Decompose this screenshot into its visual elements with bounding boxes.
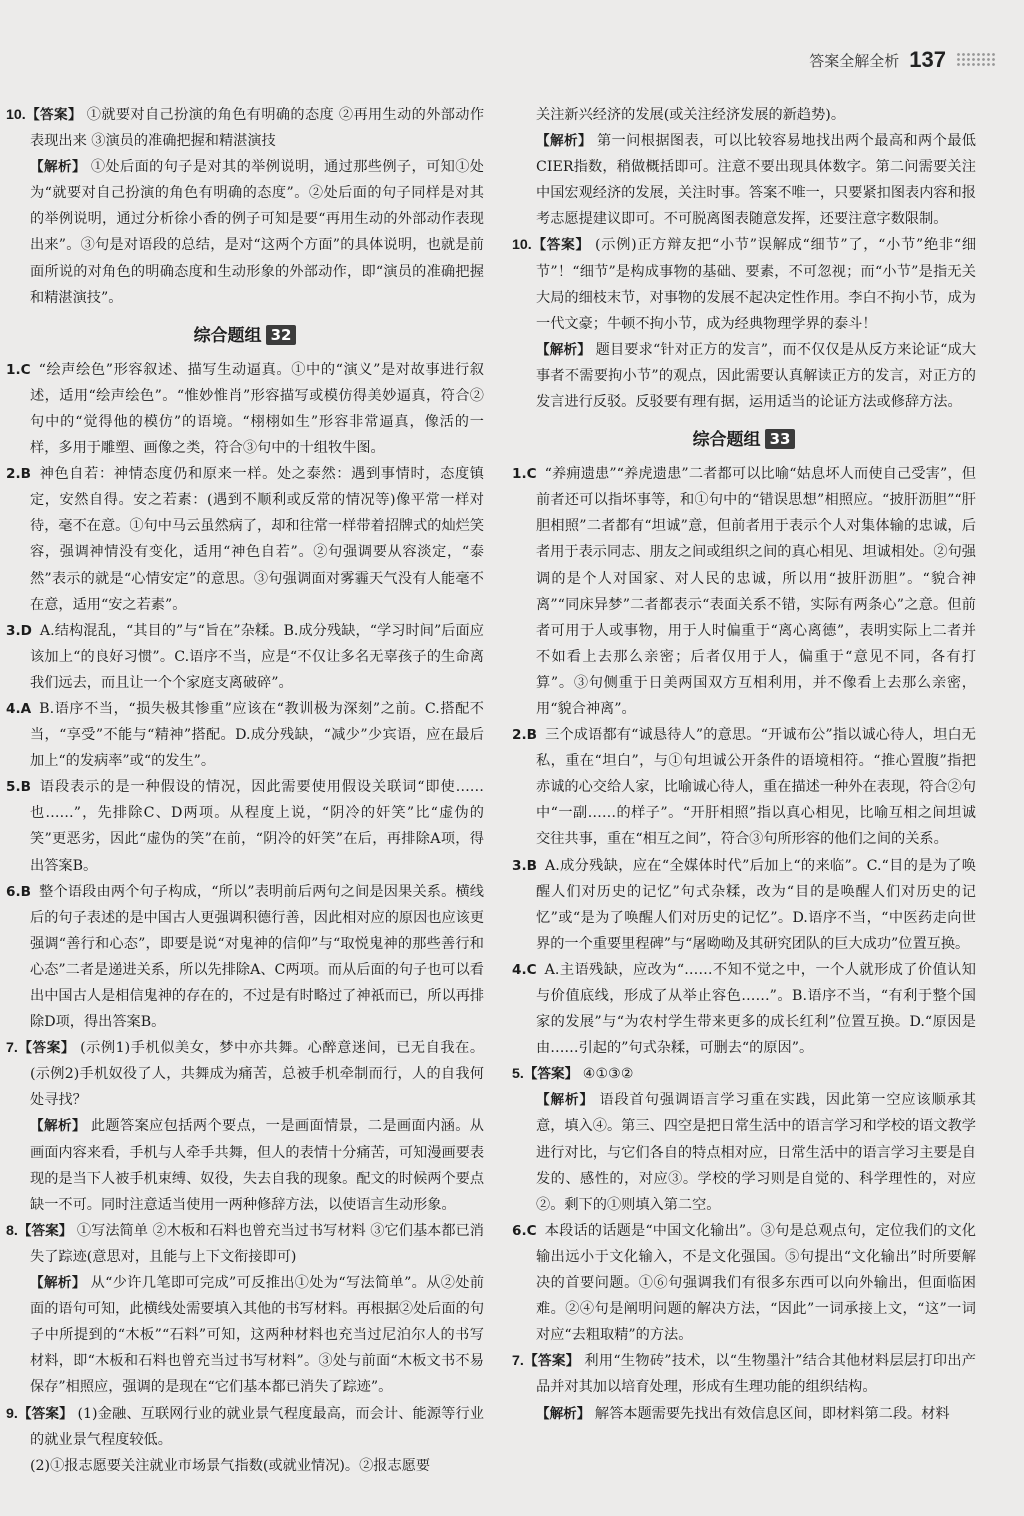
section-title: 综合题组 — [692, 430, 761, 451]
answer-item — [6, 696, 484, 774]
analysis-text: 第一问根据图表，可以比较容易地找出两个最高和两个最低CIER指数，稍做概括即可。注意不要出现具体数字。第二问需要关注中国宏观经济的发展，关注时事。答案不唯一，只要紧扣图表内容和报考志愿提建议即可。不可脱离图表随意发挥，还要注意字数限制。 — [536, 133, 976, 228]
item-number: 8. — [6, 1222, 18, 1239]
analysis-text: 此题答案应包括两个要点，一是画面情景，二是画面内涵。从画面内容来看，手机与人牵手共舞，但人的表情十分痛苦，可知漫画要表现的是当下人被手机束缚、奴役，失去自我的现象。配文的时候两个要点缺一不可。同时注意适当使用一两种修辞方法，以使语言生动形象。 — [30, 1118, 485, 1213]
item-text: 整个语段由两个句子构成，“所以”表明前后两句之间是因果关系。横线后的句子表述的是中国古人更强调积德行善，因此相对应的原因也应该更强调“善行和心态”，即要是说“对鬼神的信仰”与“取悦鬼神的那些善行和心态”二者是递进关系，所以先排除A、C两项。而从后面的句子也可以看出中国古人是相信鬼神的存在的，不过是有时略过了神祇而已，所以再排除D项，得出答案B。 — [30, 883, 485, 1031]
item-lead: 4.A — [6, 700, 32, 717]
item-number: 5. — [512, 1066, 524, 1083]
item-text: “绘声绘色”形容叙述、描写生动逼真。①中的“演义”是对故事进行叙述，适用“绘声绘色”。“惟妙惟肖”形容描写或模仿得美妙逼真，符合②句中的“觉得他的模仿”的语境。“栩栩如生”形容非常逼真，像活的一样，多用于雕塑、画像之类，符合③句中的十组牧牛图。 — [30, 361, 484, 457]
answer-item — [512, 1061, 976, 1087]
item-number: 7. — [6, 1040, 18, 1057]
item-lead: 6.B — [6, 883, 31, 900]
item-text: A.结构混乱，“其目的”与“旨在”杂糅。B.成分残缺，“学习时间”后面应该加上“的良好习惯”。C.语序不当，应是“不仅让多名无辜孩子的生命离我们远去，而且让一个个家庭支离破碎”。 — [30, 622, 484, 691]
analysis-text: ①处后面的句子是对其的举例说明，通过那些例子，可知①处为“就要对自己扮演的角色有明确的态度”。②处后面的句子同样是对其的举例说明，通过分析徐小香的例子可知是要“再用生动的外部动作表现出来”。③句是对语段的总结，是对“这两个方面”的具体说明，也就是前面所说的对角色的明确态度和生动形象的外部动作，即“演员的准确把握和精湛演技”。 — [30, 159, 484, 306]
analysis-item — [512, 337, 976, 415]
header-dot-pattern — [956, 52, 996, 68]
answer-text: (示例1)手机似美女，梦中亦共舞。心醉意迷间，已无自我在。(示例2)手机奴役了人，共舞成为痛苦，总被手机牵制而行，人的自我何处寻找？ — [30, 1040, 485, 1109]
item-lead: 1.C — [6, 361, 31, 378]
analysis-tag: 【解析】 — [30, 1275, 86, 1292]
answer-text: ①写法简单 ②木板和石料也曾充当过书写材料 ③它们基本都已消失了踪迹(意思对，且能与上下文衔接即可) — [30, 1222, 484, 1265]
answer-tag: 【答案】 — [25, 107, 82, 123]
answer-item — [512, 1218, 976, 1348]
item-text: A.成分残缺，应在“全媒体时代”后加上“的来临”。C.“目的是为了唤醒人们对历史的记忆”句式杂糅，改为“目的是唤醒人们对历史的记忆”或“是为了唤醒人们对历史的记忆”。D.语序不当，“中医药走向世界的一个重要里程碑”与“屠呦呦及其研究团队的巨大成功”位置互换。 — [536, 857, 976, 952]
answer-item — [512, 1348, 976, 1400]
answer-item — [6, 1218, 484, 1270]
analysis-tag: 【解析】 — [536, 1092, 595, 1109]
section-heading — [6, 323, 484, 349]
answer-tag: 【答案】 — [17, 1040, 75, 1057]
answer-item — [6, 618, 484, 696]
left-column — [6, 102, 484, 1479]
answer-tag: 【答案】 — [523, 1066, 579, 1083]
item-text: A.主语残缺，应改为“……不知不觉之中，一个人就形成了价值认知与价值底线，形成了从举止容色……”。B.语序不当，“有利于整个国家的发展”与“为农村学生带来更多的成长红利”位置互换。D.“原因是由……引起的”句式杂糅，可删去“的原因”。 — [536, 961, 976, 1057]
item-lead: 1.C — [512, 466, 537, 483]
answer-tag: 【答案】 — [531, 237, 590, 254]
item-lead: 5.B — [6, 779, 31, 796]
analysis-tag: 【解析】 — [536, 133, 593, 150]
item-lead: 2.B — [512, 727, 537, 744]
section-badge: 33 — [765, 429, 796, 449]
item-text: 神色自若：神情态度仍和原来一样。处之泰然：遇到事情时，态度镇定，安然自得。安之若素：(遇到不顺利或反常的情况等)像平常一样对待，毫不在意。①句中马云虽然病了，却和往常一样带着招牌式的灿烂笑容，强调神情没有变化，适用“神色自若”。②句强调要从容淡定，“泰然”表示的就是“心情安定”的意思。③句强调面对雾霾天气没有人能毫不在意，适用“安之若素”。 — [30, 466, 485, 613]
analysis-item — [512, 1401, 976, 1427]
answer-text: ④①③② — [582, 1066, 634, 1083]
item-text: 语段表示的是一种假设的情况，因此需要使用假设关联词“即使……也……”，先排除C、D两项。从程度上说，“阴冷的奸笑”比“虚伪的笑”更恶劣，因此“虚伪的笑”在前，“阴冷的奸笑”在后，再排除A项，得出答案B。 — [30, 779, 484, 874]
analysis-text: 从“少许几笔即可完成”可反推出①处为“写法简单”。从②处前面的语句可知，此横线处需要填入其他的书写材料。再根据②处后面的句子中所提到的“木板”“石料”可知，这两种材料也充当过尼泊尔人的书写材料，即“木板和石料也曾充当过书写材料”。③处与前面“木板文书不易保存”相照应，强调的是现在“它们基本都已消失了踪迹”。 — [30, 1275, 485, 1396]
item-lead: 3.D — [6, 622, 32, 639]
answer-text: (1)金融、互联网行业的就业景气程度最高，而会计、能源等行业的就业景气程度较低。 — [30, 1405, 484, 1448]
analysis-item — [6, 154, 484, 311]
answer-item — [6, 461, 484, 618]
answer-continuation: 关注新兴经济的发展(或关注经济发展的新趋势)。 — [536, 107, 846, 123]
analysis-item — [6, 1270, 484, 1400]
right-column — [512, 102, 976, 1427]
section-title: 综合题组 — [193, 325, 262, 346]
item-lead: 6.C — [512, 1222, 537, 1239]
answer-text: ①就要对自己扮演的角色有明确的态度 ②再用生动的外部动作表现出来 ③演员的准确把握和精湛演技 — [30, 107, 485, 150]
answer-tag: 【答案】 — [17, 1222, 73, 1239]
answer-item — [6, 1401, 484, 1453]
item-text: B.语序不当，“损失极其惨重”应该在“教训极为深刻”之前。C.搭配不当，“享受”不能与“精神”搭配。D.成分残缺，“减少”少宾语，应在最后加上“的发病率”或“的发生”。 — [30, 700, 484, 770]
item-number: 7. — [512, 1353, 524, 1370]
item-number: 10. — [512, 237, 532, 254]
answer-item — [6, 1035, 484, 1113]
item-text: 三个成语都有“诚恳待人”的意思。“开诚布公”指以诚心待人，坦白无私，重在“坦白”，与①句坦诚公开条件的语境相符。“推心置腹”指把赤诚的心交给人家，比喻诚心待人，重在描述一种外在表现，符合②句中“一副……的样子”。“开肝相照”指以真心相见，比喻互相之间坦诚交往共事，重在“相互之间”，符合③句所形容的他们之间的关系。 — [536, 727, 976, 848]
item-lead: 3.B — [512, 857, 537, 874]
answer-item — [512, 957, 976, 1061]
header-title: 答案全解全析 — [809, 51, 900, 70]
section-badge: 32 — [266, 325, 297, 345]
analysis-text: 语段首句强调语言学习重在实践，因此第一空应该顺承其意，填入④。第三、四空是把日常生活中的语言学习和学校的语文教学进行对比，与它们各自的特点相对应，日常生活中的语言学习主要是自发的、感性的，对应③。学校的学习则是自觉的、科学理性的，对应②。剩下的①则填入第二空。 — [536, 1092, 976, 1213]
answer-item — [512, 722, 976, 852]
answer-tag: 【答案】 — [17, 1405, 73, 1422]
item-number: 10. — [6, 107, 26, 123]
analysis-tag: 【解析】 — [536, 1405, 591, 1422]
answer-item — [512, 461, 976, 722]
answer-text: 利用“生物砖”技术，以“生物墨汁”结合其他材料层层打印出产品并对其加以培育处理，形成有生理功能的组织结构。 — [536, 1353, 976, 1396]
item-lead: 4.C — [512, 961, 537, 978]
analysis-item — [6, 1113, 484, 1217]
answer-item — [6, 357, 484, 461]
page-header — [809, 44, 996, 76]
analysis-tag: 【解析】 — [536, 341, 591, 358]
answer-item — [6, 879, 484, 1036]
answer-item — [512, 853, 976, 957]
answer-continuation: (2)①报志愿要关注就业市场景气指数(或就业情况)。②报志愿要 — [30, 1457, 431, 1474]
answer-item — [512, 232, 976, 336]
answer-item — [6, 774, 484, 878]
item-number: 9. — [6, 1405, 18, 1422]
page-number: 137 — [909, 47, 946, 72]
analysis-text: 题目要求“针对正方的发言”，而不仅仅是从反方来论证“成大事者不需要拘小节”的观点，因此需要认真解读正方的发言，对正方的发言进行反驳。反驳要有理有据，运用适当的论证方法或修辞方法。 — [536, 341, 977, 411]
answer-tag: 【答案】 — [523, 1353, 580, 1370]
analysis-tag: 【解析】 — [30, 159, 86, 176]
item-lead: 2.B — [6, 466, 31, 483]
answer-item — [6, 102, 484, 154]
analysis-tag: 【解析】 — [30, 1118, 86, 1135]
analysis-item — [512, 128, 976, 232]
analysis-item — [512, 1087, 976, 1217]
item-text: 本段话的话题是“中国文化输出”。③句是总观点句，定位我们的文化输出远小于文化输入，不是文化强国。⑤句提出“文化输出”时所要解决的首要问题。①⑥句强调我们有很多东西可以向外输出，但面临困难。②④句是阐明问题的解决方法，“因此”一词承接上文，“这”一词对应“去粗取精”的方法。 — [536, 1222, 976, 1344]
section-heading — [512, 427, 976, 453]
answer-text: (示例)正方辩友把“小节”误解成“细节”了，“小节”绝非“细节”！“细节”是构成事物的基础、要素，不可忽视；而“小节”是指无关大局的细枝末节，对事物的发展不起决定性作用。李白不拘小节，成为一代文豪；牛顿不拘小节，成为经典物理学界的泰斗！ — [536, 237, 977, 332]
analysis-text: 解答本题需要先找出有效信息区间，即材料第二段。材料 — [594, 1405, 950, 1422]
item-text: “养痈遗患”“养虎遗患”二者都可以比喻“姑息坏人而使自己受害”，但前者还可以指坏事等，和①句中的“错误思想”相照应。“披肝沥胆”“肝胆相照”二者都有“坦诚”意，但前者用于表示个人对集体输的忠诚，后者用于表示同志、朋友之间或组织之间的真心相见、坦诚相处。②句强调的是个人对国家、对人民的忠诚，所以用“披肝沥胆”。“貌合神离”“同床异梦”二者都表示“表面关系不错，实际有两条心”之意。但前者可用于人或事物，用于人时偏重于“离心离德”，表明实际上二者并不如看上去那么亲密；后者仅用于人，偏重于“意见不同，各有打算”。③句侧重于日美两国双方互相利用，并不像看上去那么亲密，用“貌合神离”。 — [536, 466, 976, 717]
